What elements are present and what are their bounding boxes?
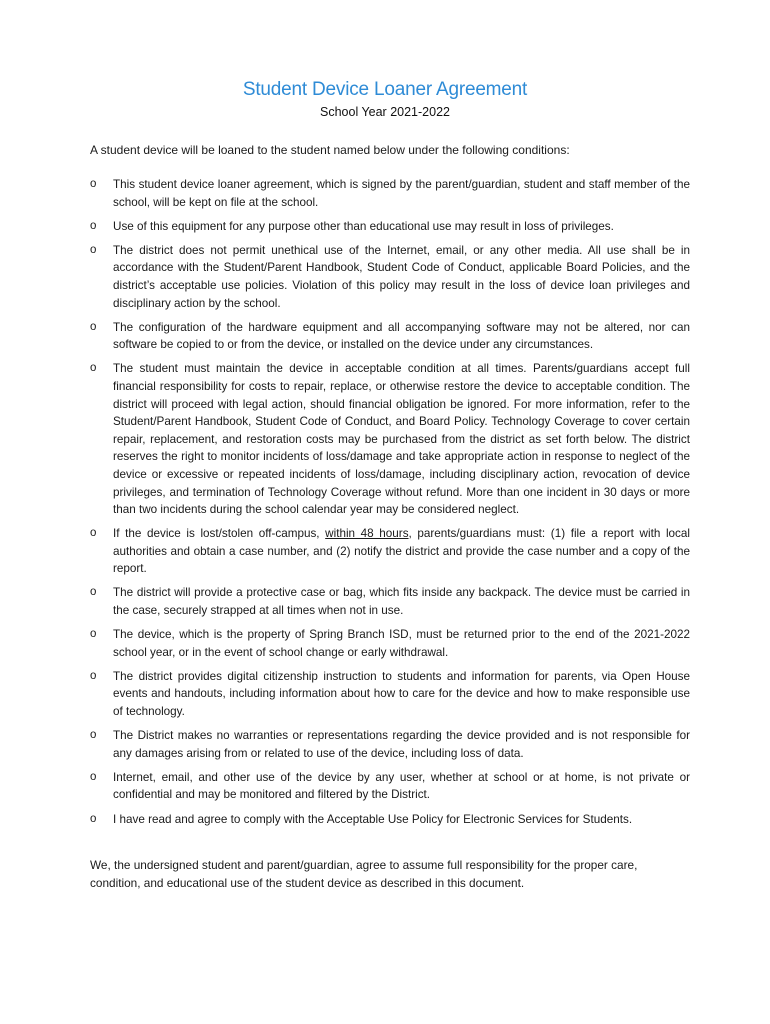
bullet-icon: o <box>90 527 97 540</box>
condition-text: Internet, email, and other use of the device by any user, whether at school or at home, is not private or confidential and may be monitored and filtered by the District. <box>113 770 690 802</box>
bullet-icon: o <box>90 770 97 783</box>
condition-item <box>90 584 690 619</box>
condition-item <box>90 727 690 762</box>
condition-item <box>90 668 690 721</box>
condition-item <box>90 218 690 236</box>
condition-text: The district does not permit unethical use of the Internet, email, or any other media. All use shall be in accordance with the Student/Parent Handbook, Student Code of Conduct, applicable Board Policies, and the district’s acceptable use policies. Violation of this policy may result in the loss of device loan privileges and disciplinary action by the school. <box>113 243 690 310</box>
document-title: Student Device Loaner Agreement <box>242 79 528 100</box>
condition-item <box>90 319 690 354</box>
condition-item <box>90 176 690 211</box>
condition-item <box>90 811 690 829</box>
bullet-icon: o <box>90 243 97 256</box>
condition-text-post: , parents/guardians must: (1) file a report with local authorities and obtain a case number, and (2) notify the district and provide the case number and a copy of the report. <box>113 527 690 576</box>
condition-item <box>90 626 690 661</box>
condition-text: The device, which is the property of Spring Branch ISD, must be returned prior to the end of the 2021-2022 school year, or in the event of school change or early withdrawal. <box>113 628 690 659</box>
bullet-icon: o <box>90 729 97 742</box>
condition-text: I have read and agree to comply with the Acceptable Use Policy for Electronic Services for Students. <box>113 812 633 826</box>
document-subtitle: School Year 2021-2022 <box>320 105 450 119</box>
condition-item <box>90 360 690 518</box>
conditions-list <box>90 176 690 835</box>
condition-text: The District makes no warranties or representations regarding the device provided and is not responsible for any damages arising from or related to use of the device, including loss of data. <box>113 729 690 760</box>
condition-item <box>90 769 690 804</box>
bullet-icon: o <box>90 669 97 682</box>
bullet-icon: o <box>90 219 97 232</box>
condition-text: The district provides digital citizenship instruction to students and information for parents, via Open House events and handouts, including information about how to care for the device and how to make responsible use of technology. <box>113 669 690 719</box>
condition-text: The student must maintain the device in acceptable condition at all times. Parents/guardians accept full financial responsibility for costs to repair, replace, or otherwise restore the device to acceptable condition. The district will proceed with legal action, should financial obligation be ignored. For more information, refer to the Student/Parent Handbook, Student Code of Conduct, and Board Policy. Technology Coverage to cover certain repair, replacement, and restoration costs may be purchased from the district as set forth below. The district reserves the right to monitor incidents of loss/damage and take appropriate action in response to neglect of the device or excessive or repeated incidents of loss/damage, including disciplinary action, revocation of device privileges, and termination of Technology Coverage without refund. More than one incident in 30 days or more than two incidents during the school calendar year may be considered neglect. <box>113 362 690 517</box>
bullet-icon: o <box>90 812 97 825</box>
bullet-icon: o <box>90 586 97 599</box>
bullet-icon: o <box>90 362 97 375</box>
bullet-icon: o <box>90 320 97 333</box>
deadline-underlined-text: within 48 hours <box>325 527 409 541</box>
condition-text: This student device loaner agreement, which is signed by the parent/guardian, student and staff member of the school, will be kept on file at the school. <box>113 178 690 209</box>
condition-item <box>90 525 690 578</box>
condition-text: The district will provide a protective case or bag, which fits inside any backpack. The device must be carried in the case, securely strapped at all times when not in use. <box>113 586 690 618</box>
closing-paragraph: We, the undersigned student and parent/guardian, agree to assume full responsibility for the proper care, condition, and educational use of the student device as described in this document. <box>90 858 638 890</box>
intro-paragraph: A student device will be loaned to the student named below under the following conditions: <box>90 143 570 157</box>
bullet-icon: o <box>90 628 97 641</box>
bullet-icon: o <box>90 178 97 190</box>
condition-text-pre: If the device is lost/stolen off-campus, <box>113 527 326 541</box>
condition-text: Use of this equipment for any purpose other than educational use may result in loss of privileges. <box>113 219 614 233</box>
condition-item <box>90 242 690 312</box>
condition-text: The configuration of the hardware equipment and all accompanying software may not be altered, nor can software be copied to or from the device, or installed on the device under any circumstances. <box>113 320 690 352</box>
